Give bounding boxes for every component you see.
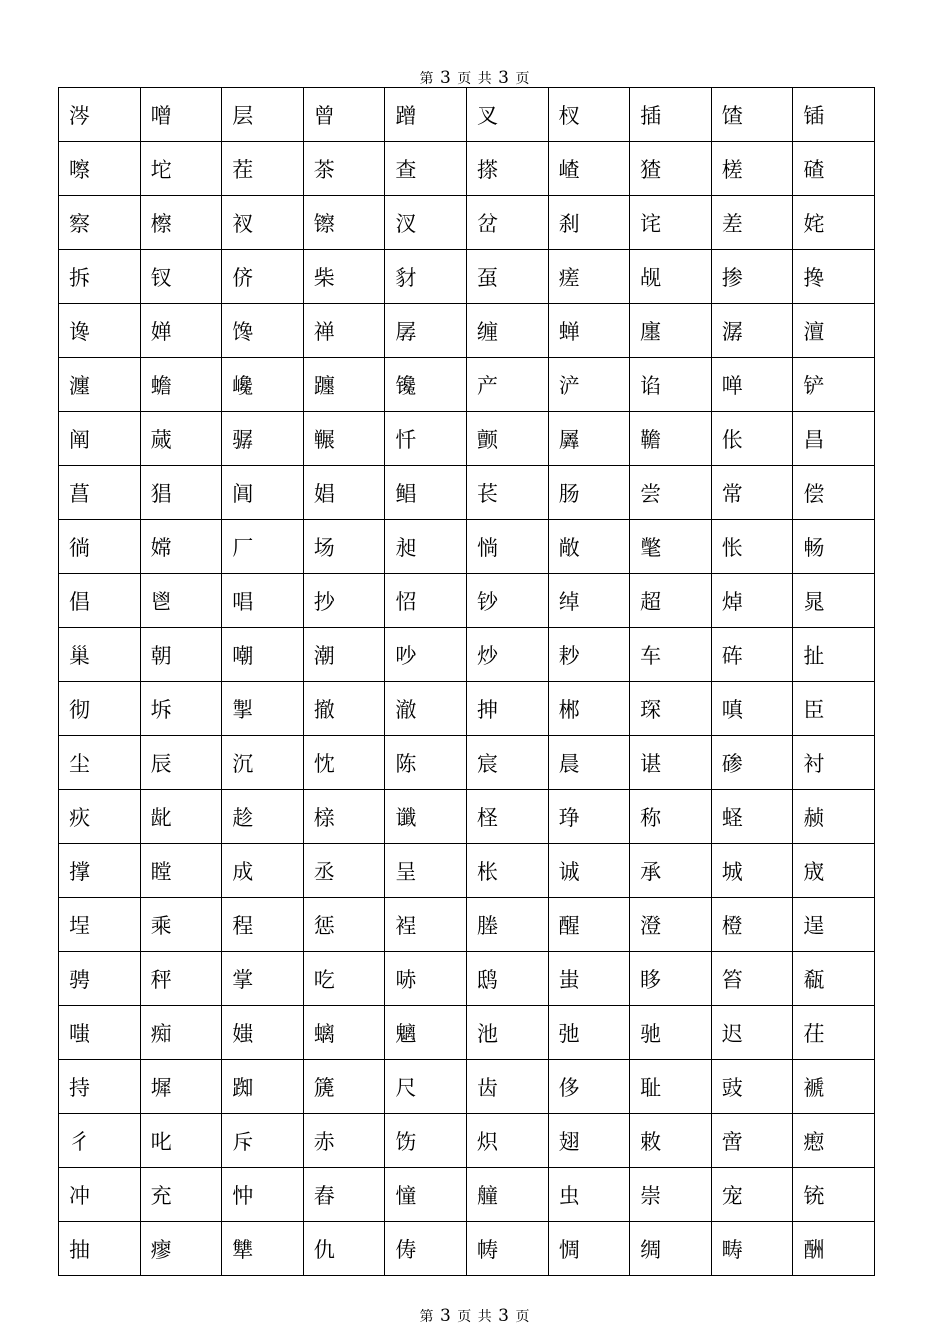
character-cell: 豉 (711, 1060, 793, 1114)
character-cell: 逞 (793, 898, 875, 952)
character-cell: 哧 (385, 952, 467, 1006)
character-cell: 阐 (59, 412, 141, 466)
character-cell: 琛 (630, 682, 712, 736)
character-cell: 刹 (548, 196, 630, 250)
character-cell: 掌 (222, 952, 304, 1006)
table-row (59, 736, 875, 790)
character-cell: 臣 (793, 682, 875, 736)
character-cell: 迟 (711, 1006, 793, 1060)
character-cell: 饬 (385, 1114, 467, 1168)
character-cell: 冲 (59, 1168, 141, 1222)
character-cell: 枨 (466, 844, 548, 898)
character-cell: 赤 (303, 1114, 385, 1168)
character-cell: 褫 (793, 1060, 875, 1114)
character-cell: 瀍 (59, 358, 141, 412)
character-cell: 炒 (466, 628, 548, 682)
character-cell: 杈 (548, 88, 630, 142)
table-row (59, 466, 875, 520)
character-cell: 查 (385, 142, 467, 196)
character-cell: 昌 (793, 412, 875, 466)
character-cell: 耖 (548, 628, 630, 682)
table-row (59, 628, 875, 682)
character-cell: 抻 (466, 682, 548, 736)
character-cell: 虿 (466, 250, 548, 304)
character-cell: 嚓 (59, 142, 141, 196)
character-cell: 鬯 (140, 574, 222, 628)
table-row (59, 1114, 875, 1168)
character-cell: 谶 (385, 790, 467, 844)
character-cell: 尝 (630, 466, 712, 520)
character-cell: 豺 (385, 250, 467, 304)
character-cell: 掣 (222, 682, 304, 736)
character-cell: 察 (59, 196, 141, 250)
character-cell: 秤 (140, 952, 222, 1006)
character-cell: 镲 (303, 196, 385, 250)
character-cell: 蛏 (711, 790, 793, 844)
character-cell: 韂 (630, 412, 712, 466)
character-cell: 拆 (59, 250, 141, 304)
character-cell: 谗 (59, 304, 141, 358)
character-cell: 禅 (303, 304, 385, 358)
character-cell: 猹 (630, 142, 712, 196)
character-cell: 坼 (140, 682, 222, 736)
page-total: 3 (498, 68, 510, 88)
table-row (59, 1060, 875, 1114)
character-cell: 澄 (630, 898, 712, 952)
character-cell: 痴 (140, 1006, 222, 1060)
character-cell: 茌 (793, 1006, 875, 1060)
character-cell: 崇 (630, 1168, 712, 1222)
character-cell: 踟 (222, 1060, 304, 1114)
character-cell: 潮 (303, 628, 385, 682)
character-cell: 汊 (385, 196, 467, 250)
character-cell: 茶 (303, 142, 385, 196)
character-cell: 巉 (222, 358, 304, 412)
character-cell: 羼 (548, 412, 630, 466)
table-row (59, 898, 875, 952)
character-cell: 宠 (711, 1168, 793, 1222)
table-row (59, 250, 875, 304)
character-cell: 孱 (385, 304, 467, 358)
character-cell: 骣 (222, 412, 304, 466)
character-cell: 醒 (548, 898, 630, 952)
character-cell: 笞 (711, 952, 793, 1006)
character-cell: 扯 (793, 628, 875, 682)
character-cell: 澈 (385, 682, 467, 736)
character-cell: 朝 (140, 628, 222, 682)
character-cell: 吃 (303, 952, 385, 1006)
character-cell: 呈 (385, 844, 467, 898)
character-cell: 骋 (59, 952, 141, 1006)
character-cell: 舂 (303, 1168, 385, 1222)
character-cell: 眵 (630, 952, 712, 1006)
character-cell: 弛 (548, 1006, 630, 1060)
page-label-prefix: 第 (419, 71, 435, 87)
character-cell: 蒇 (140, 412, 222, 466)
character-cell: 叱 (140, 1114, 222, 1168)
character-cell: 柽 (466, 790, 548, 844)
page-number: 3 (439, 68, 452, 88)
character-cell: 厂 (222, 520, 304, 574)
character-cell: 彻 (59, 682, 141, 736)
character-cell: 陈 (385, 736, 467, 790)
character-cell: 钞 (466, 574, 548, 628)
character-cell: 城 (711, 844, 793, 898)
character-cell: 躔 (303, 358, 385, 412)
character-cell: 趁 (222, 790, 304, 844)
character-cell: 瓻 (793, 952, 875, 1006)
character-cell: 苌 (466, 466, 548, 520)
character-cell: 蟾 (140, 358, 222, 412)
character-cell: 婵 (140, 304, 222, 358)
character-cell: 伥 (711, 412, 793, 466)
character-cell: 憧 (385, 1168, 467, 1222)
character-cell: 充 (140, 1168, 222, 1222)
character-cell: 绰 (548, 574, 630, 628)
character-cell: 碜 (711, 736, 793, 790)
character-cell: 偿 (793, 466, 875, 520)
character-cell: 丞 (303, 844, 385, 898)
character-cell: 沉 (222, 736, 304, 790)
character-cell: 嗔 (711, 682, 793, 736)
page-number: 3 (439, 1306, 452, 1326)
table-row (59, 574, 875, 628)
character-cell: 嗤 (59, 1006, 141, 1060)
character-cell: 插 (630, 88, 712, 142)
character-cell: 岔 (466, 196, 548, 250)
character-cell: 嫦 (140, 520, 222, 574)
table-row (59, 844, 875, 898)
character-cell: 碴 (793, 142, 875, 196)
table-row (59, 412, 875, 466)
character-cell: 猖 (140, 466, 222, 520)
character-cell: 啻 (711, 1114, 793, 1168)
character-cell: 艟 (466, 1168, 548, 1222)
character-cell: 唱 (222, 574, 304, 628)
character-cell: 畅 (793, 520, 875, 574)
character-cell: 郴 (548, 682, 630, 736)
character-cell: 场 (303, 520, 385, 574)
page-label-suffix: 页 (515, 1309, 531, 1325)
character-cell: 齿 (466, 1060, 548, 1114)
character-cell: 层 (222, 88, 304, 142)
character-cell: 搽 (466, 142, 548, 196)
character-cell: 池 (466, 1006, 548, 1060)
character-cell: 埕 (59, 898, 141, 952)
character-cell: 宬 (793, 844, 875, 898)
character-cell: 敞 (548, 520, 630, 574)
table-row (59, 682, 875, 736)
character-cell: 缠 (466, 304, 548, 358)
character-cell: 徜 (59, 520, 141, 574)
character-cell: 瘛 (793, 1114, 875, 1168)
character-cell: 畴 (711, 1222, 793, 1276)
character-cell: 差 (711, 196, 793, 250)
character-cell: 榇 (303, 790, 385, 844)
character-cell: 槎 (711, 142, 793, 196)
character-cell: 称 (630, 790, 712, 844)
character-cell: 冁 (303, 412, 385, 466)
table-row (59, 88, 875, 142)
character-cell: 乘 (140, 898, 222, 952)
character-cell: 潺 (711, 304, 793, 358)
page-total: 3 (498, 1306, 510, 1326)
character-cell: 墀 (140, 1060, 222, 1114)
character-cell: 裎 (385, 898, 467, 952)
character-cell: 菖 (59, 466, 141, 520)
character-cell: 产 (466, 358, 548, 412)
character-cell: 吵 (385, 628, 467, 682)
character-cell: 啴 (711, 358, 793, 412)
character-cell: 虫 (548, 1168, 630, 1222)
character-cell: 搀 (793, 250, 875, 304)
character-cell: 持 (59, 1060, 141, 1114)
character-cell: 媸 (222, 1006, 304, 1060)
character-cell: 昶 (385, 520, 467, 574)
character-cell: 诧 (630, 196, 712, 250)
character-cell: 炽 (466, 1114, 548, 1168)
character-cell: 廛 (630, 304, 712, 358)
character-table (58, 87, 875, 1276)
character-cell: 怊 (385, 574, 467, 628)
table-row (59, 358, 875, 412)
character-cell: 车 (630, 628, 712, 682)
character-cell: 锸 (793, 88, 875, 142)
character-cell: 蚩 (548, 952, 630, 1006)
character-cell: 噌 (140, 88, 222, 142)
character-cell: 忏 (385, 412, 467, 466)
character-cell: 氅 (630, 520, 712, 574)
character-cell: 敕 (630, 1114, 712, 1168)
character-cell: 斥 (222, 1114, 304, 1168)
character-cell: 惩 (303, 898, 385, 952)
character-cell: 超 (630, 574, 712, 628)
character-cell: 焯 (711, 574, 793, 628)
page-label-middle: 页 共 (457, 1309, 493, 1325)
character-cell: 辰 (140, 736, 222, 790)
character-cell: 铳 (793, 1168, 875, 1222)
character-cell: 觇 (630, 250, 712, 304)
character-cell: 帱 (466, 1222, 548, 1276)
character-cell: 肠 (548, 466, 630, 520)
character-cell: 谄 (630, 358, 712, 412)
character-cell: 砗 (711, 628, 793, 682)
character-cell: 茬 (222, 142, 304, 196)
character-cell: 琤 (548, 790, 630, 844)
character-cell: 檫 (140, 196, 222, 250)
character-cell: 鲳 (385, 466, 467, 520)
character-cell: 馇 (711, 88, 793, 142)
character-cell: 忱 (303, 736, 385, 790)
character-cell: 倡 (59, 574, 141, 628)
character-cell: 鸱 (466, 952, 548, 1006)
page-label-suffix: 页 (515, 71, 531, 87)
table-row (59, 790, 875, 844)
character-cell: 瞠 (140, 844, 222, 898)
character-cell: 撑 (59, 844, 141, 898)
character-cell: 犨 (222, 1222, 304, 1276)
character-cell: 钗 (140, 250, 222, 304)
character-cell: 谌 (630, 736, 712, 790)
character-cell: 承 (630, 844, 712, 898)
character-cell: 仇 (303, 1222, 385, 1276)
character-cell: 螭 (303, 1006, 385, 1060)
character-cell: 酬 (793, 1222, 875, 1276)
character-cell: 侈 (548, 1060, 630, 1114)
character-cell: 俦 (385, 1222, 467, 1276)
character-cell: 诚 (548, 844, 630, 898)
character-cell: 撤 (303, 682, 385, 736)
character-cell: 衩 (222, 196, 304, 250)
character-cell: 宸 (466, 736, 548, 790)
page-footer (0, 1306, 950, 1326)
character-cell: 驰 (630, 1006, 712, 1060)
character-cell: 程 (222, 898, 304, 952)
character-cell: 颤 (466, 412, 548, 466)
character-cell: 阊 (222, 466, 304, 520)
character-cell: 耻 (630, 1060, 712, 1114)
table-row (59, 142, 875, 196)
character-cell: 浐 (548, 358, 630, 412)
character-cell: 篪 (303, 1060, 385, 1114)
character-cell: 翅 (548, 1114, 630, 1168)
character-cell: 疢 (59, 790, 141, 844)
character-cell: 晁 (793, 574, 875, 628)
character-cell: 澶 (793, 304, 875, 358)
character-cell: 彳 (59, 1114, 141, 1168)
character-cell: 巢 (59, 628, 141, 682)
character-cell: 掺 (711, 250, 793, 304)
character-cell: 馋 (222, 304, 304, 358)
character-cell: 瘥 (548, 250, 630, 304)
character-cell: 侪 (222, 250, 304, 304)
character-cell: 尺 (385, 1060, 467, 1114)
character-cell: 惆 (548, 1222, 630, 1276)
character-cell: 橙 (711, 898, 793, 952)
character-cell: 柴 (303, 250, 385, 304)
character-cell: 忡 (222, 1168, 304, 1222)
character-cell: 赪 (793, 790, 875, 844)
table-row (59, 1222, 875, 1276)
character-cell: 涔 (59, 88, 141, 142)
character-cell: 蝉 (548, 304, 630, 358)
character-cell: 姹 (793, 196, 875, 250)
character-cell: 怅 (711, 520, 793, 574)
character-cell: 嵖 (548, 142, 630, 196)
character-cell: 娼 (303, 466, 385, 520)
character-cell: 叉 (466, 88, 548, 142)
character-cell: 蹭 (385, 88, 467, 142)
character-cell: 抄 (303, 574, 385, 628)
character-cell: 常 (711, 466, 793, 520)
character-cell: 衬 (793, 736, 875, 790)
table-row (59, 1006, 875, 1060)
page-header (0, 68, 950, 88)
table-row (59, 196, 875, 250)
table-row (59, 952, 875, 1006)
character-cell: 惝 (466, 520, 548, 574)
character-cell: 铲 (793, 358, 875, 412)
page-label-middle: 页 共 (457, 71, 493, 87)
character-cell: 坨 (140, 142, 222, 196)
table-row (59, 304, 875, 358)
character-cell: 魑 (385, 1006, 467, 1060)
table-row (59, 520, 875, 574)
character-cell: 绸 (630, 1222, 712, 1276)
character-cell: 成 (222, 844, 304, 898)
table-row (59, 1168, 875, 1222)
character-cell: 嘲 (222, 628, 304, 682)
character-cell: 镵 (385, 358, 467, 412)
character-cell: 尘 (59, 736, 141, 790)
character-cell: 瘳 (140, 1222, 222, 1276)
character-cell: 塍 (466, 898, 548, 952)
character-cell: 晨 (548, 736, 630, 790)
character-cell: 曾 (303, 88, 385, 142)
page-label-prefix: 第 (419, 1309, 435, 1325)
character-cell: 龀 (140, 790, 222, 844)
character-cell: 抽 (59, 1222, 141, 1276)
